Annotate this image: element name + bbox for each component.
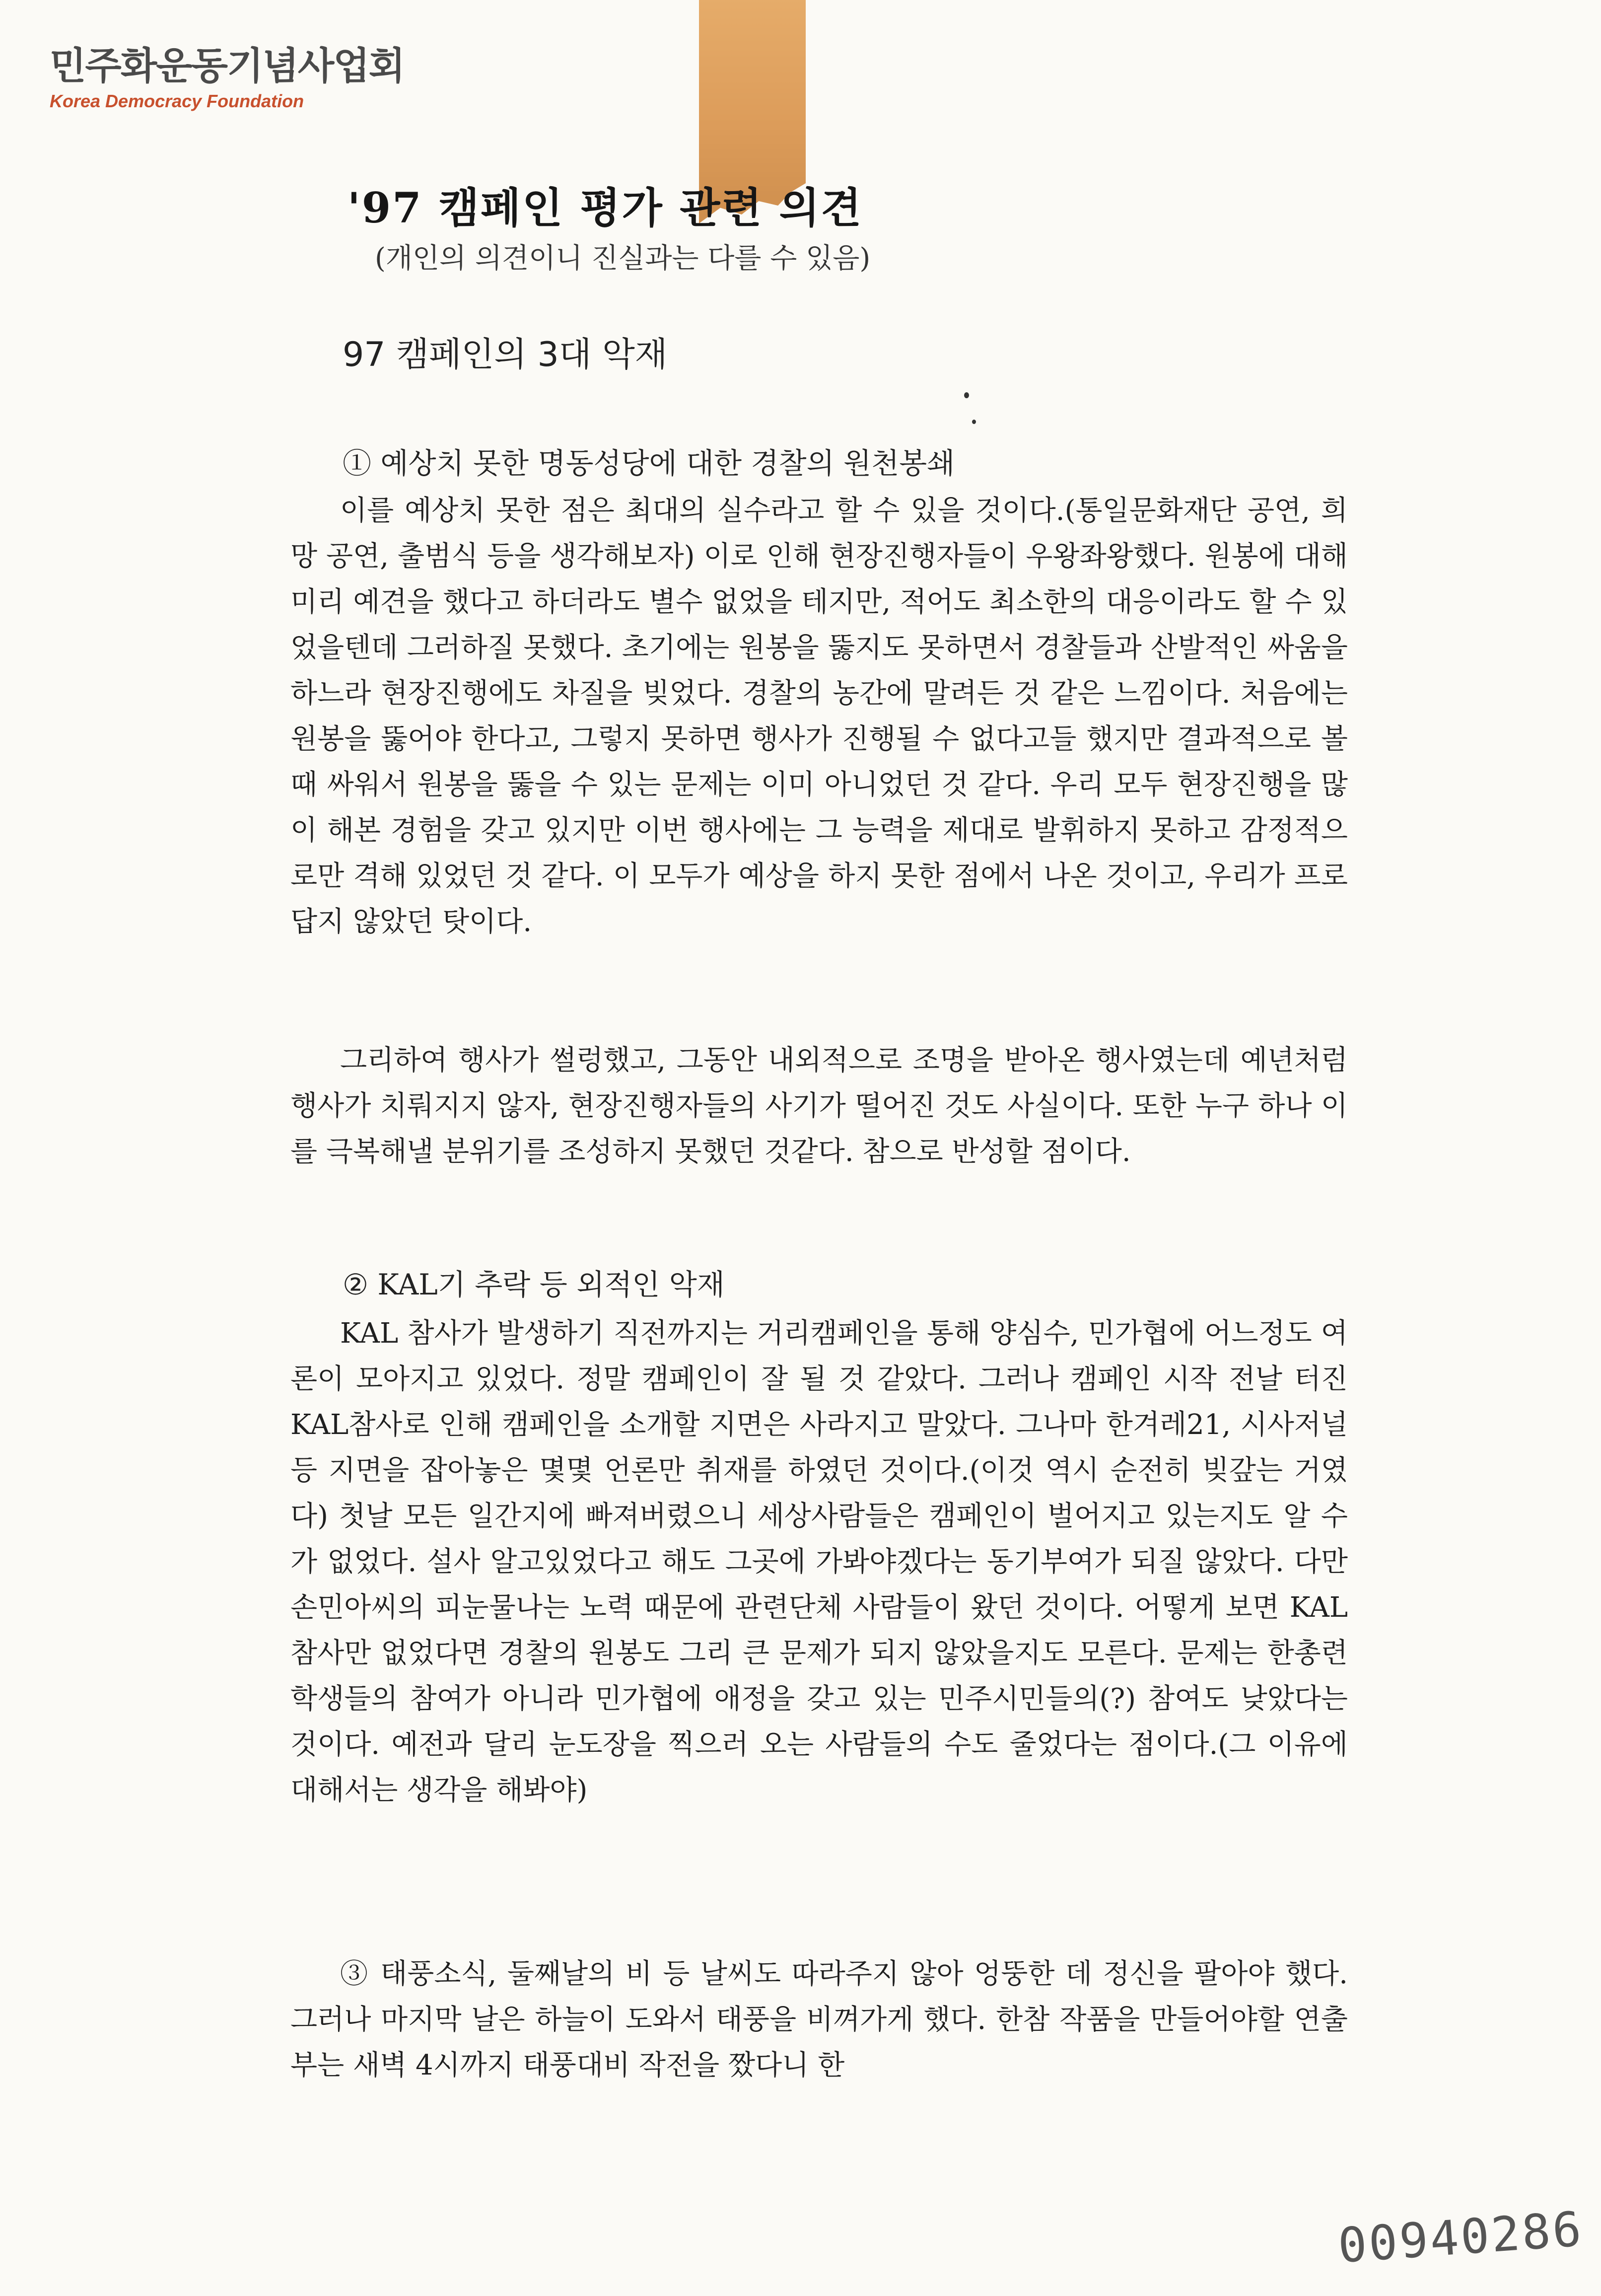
- archive-number: 00940286: [1336, 2201, 1585, 2274]
- logo-english-text: Korea Democracy Foundation: [50, 91, 304, 111]
- foundation-logo: [50, 44, 405, 112]
- item-1-paragraph-1: 이를 예상치 못한 점은 최대의 실수라고 할 수 있을 것이다.(통일문화재단 공연, 희망 공연, 출범식 등을 생각해보자) 이로 인해 현장진행자들이 우왕좌왕했다. 원봉에 대해 미리 예견을 했다고 하더라도 별수 없었을 테지만, 적어도 최소한의 대응이라도 할 수 있었을텐데 그러하질 못했다. 초기에는 원봉을 뚫지도 못하면서 경찰들과 산발적인 싸움을 하느라 현장진행에도 차질을 빚었다. 경찰의 농간에 말려든 것 같은 느낌이다. 처음에는 원봉을 뚫어야 한다고, 그렇지 못하면 행사가 진행될 수 없다고들 했지만 결과적으로 볼 때 싸워서 원봉을 뚫을 수 있는 문제는 이미 아니었던 것 같다. 우리 모두 현장진행을 많이 해본 경험을 갖고 있지만 이번 행사에는 그 능력을 제대로 발휘하지 못하고 감정적으로만 격해 있었던 것 같다. 이 모두가 예상을 하지 못한 점에서 나온 것이고, 우리가 프로답지 않았던 탓이다.: [290, 495, 1348, 938]
- item-1-paragraph-2: 그리하여 행사가 썰렁했고, 그동안 내외적으로 조명을 받아온 행사였는데 예년처럼 행사가 치뤄지지 않자, 현장진행자들의 사기가 떨어진 것도 사실이다. 또한 누구 하나 이를 극복해낼 분위기를 조성하지 못했던 것같다. 참으로 반성할 점이다.: [290, 1044, 1348, 1168]
- item-heading-2: ② KAL기 추락 등 외적인 악재: [343, 1268, 725, 1301]
- document-subtitle: (개인의 의견이니 진실과는 다를 수 있음): [375, 242, 871, 275]
- document-title: '97 캠페인 평가 관련 의견: [348, 183, 863, 232]
- paper-speck: [972, 420, 976, 424]
- item-2-paragraph-1: KAL 참사가 발생하기 직전까지는 거리캠페인을 통해 양심수, 민가협에 어느정도 여론이 모아지고 있었다. 정말 캠페인이 잘 될 것 같았다. 그러나 캠페인 시작 전날 터진 KAL참사로 인해 캠페인을 소개할 지면은 사라지고 말았다. 그나마 한겨레21, 시사저널 등 지면을 잡아놓은 몇몇 언론만 취재를 하였던 것이다.(이것 역시 순전히 빚갚는 거였다) 첫날 모든 일간지에 빠져버렸으니 세상사람들은 캠페인이 벌어지고 있는지도 알 수가 없었다. 설사 알고있었다고 해도 그곳에 가봐야겠다는 동기부여가 되질 않았다. 다만 손민아씨의 피눈물나는 노력 때문에 관련단체 사람들이 왔던 것이다. 어떻게 보면 KAL참사만 없었다면 경찰의 원봉도 그리 큰 문제가 되지 않았을지도 모른다. 문제는 한총련 학생들의 참여가 아니라 민가협에 애정을 갖고 있는 민주시민들의(?) 참여도 낮았다는 것이다. 예전과 달리 눈도장을 찍으러 오는 사람들의 수도 줄었다는 점이다.(그 이유에 대해서는 생각을 해봐야): [290, 1317, 1348, 1806]
- item-heading-1: ① 예상치 못한 명동성당에 대한 경찰의 원천봉쇄: [343, 446, 955, 480]
- item-3-paragraph-1: ③ 태풍소식, 둘째날의 비 등 날씨도 따라주지 않아 엉뚱한 데 정신을 팔아야 했다. 그러나 마지막 날은 하늘이 도와서 태풍을 비껴가게 했다. 한참 작품을 만들어야할 연출부는 새벽 4시까지 태풍대비 작전을 짰다니 한: [290, 1958, 1348, 2081]
- paper-speck: [964, 392, 969, 398]
- logo-korean-text: 민주화운동기념사업회: [50, 44, 405, 88]
- section-title: 97 캠페인의 3대 악재: [343, 335, 668, 374]
